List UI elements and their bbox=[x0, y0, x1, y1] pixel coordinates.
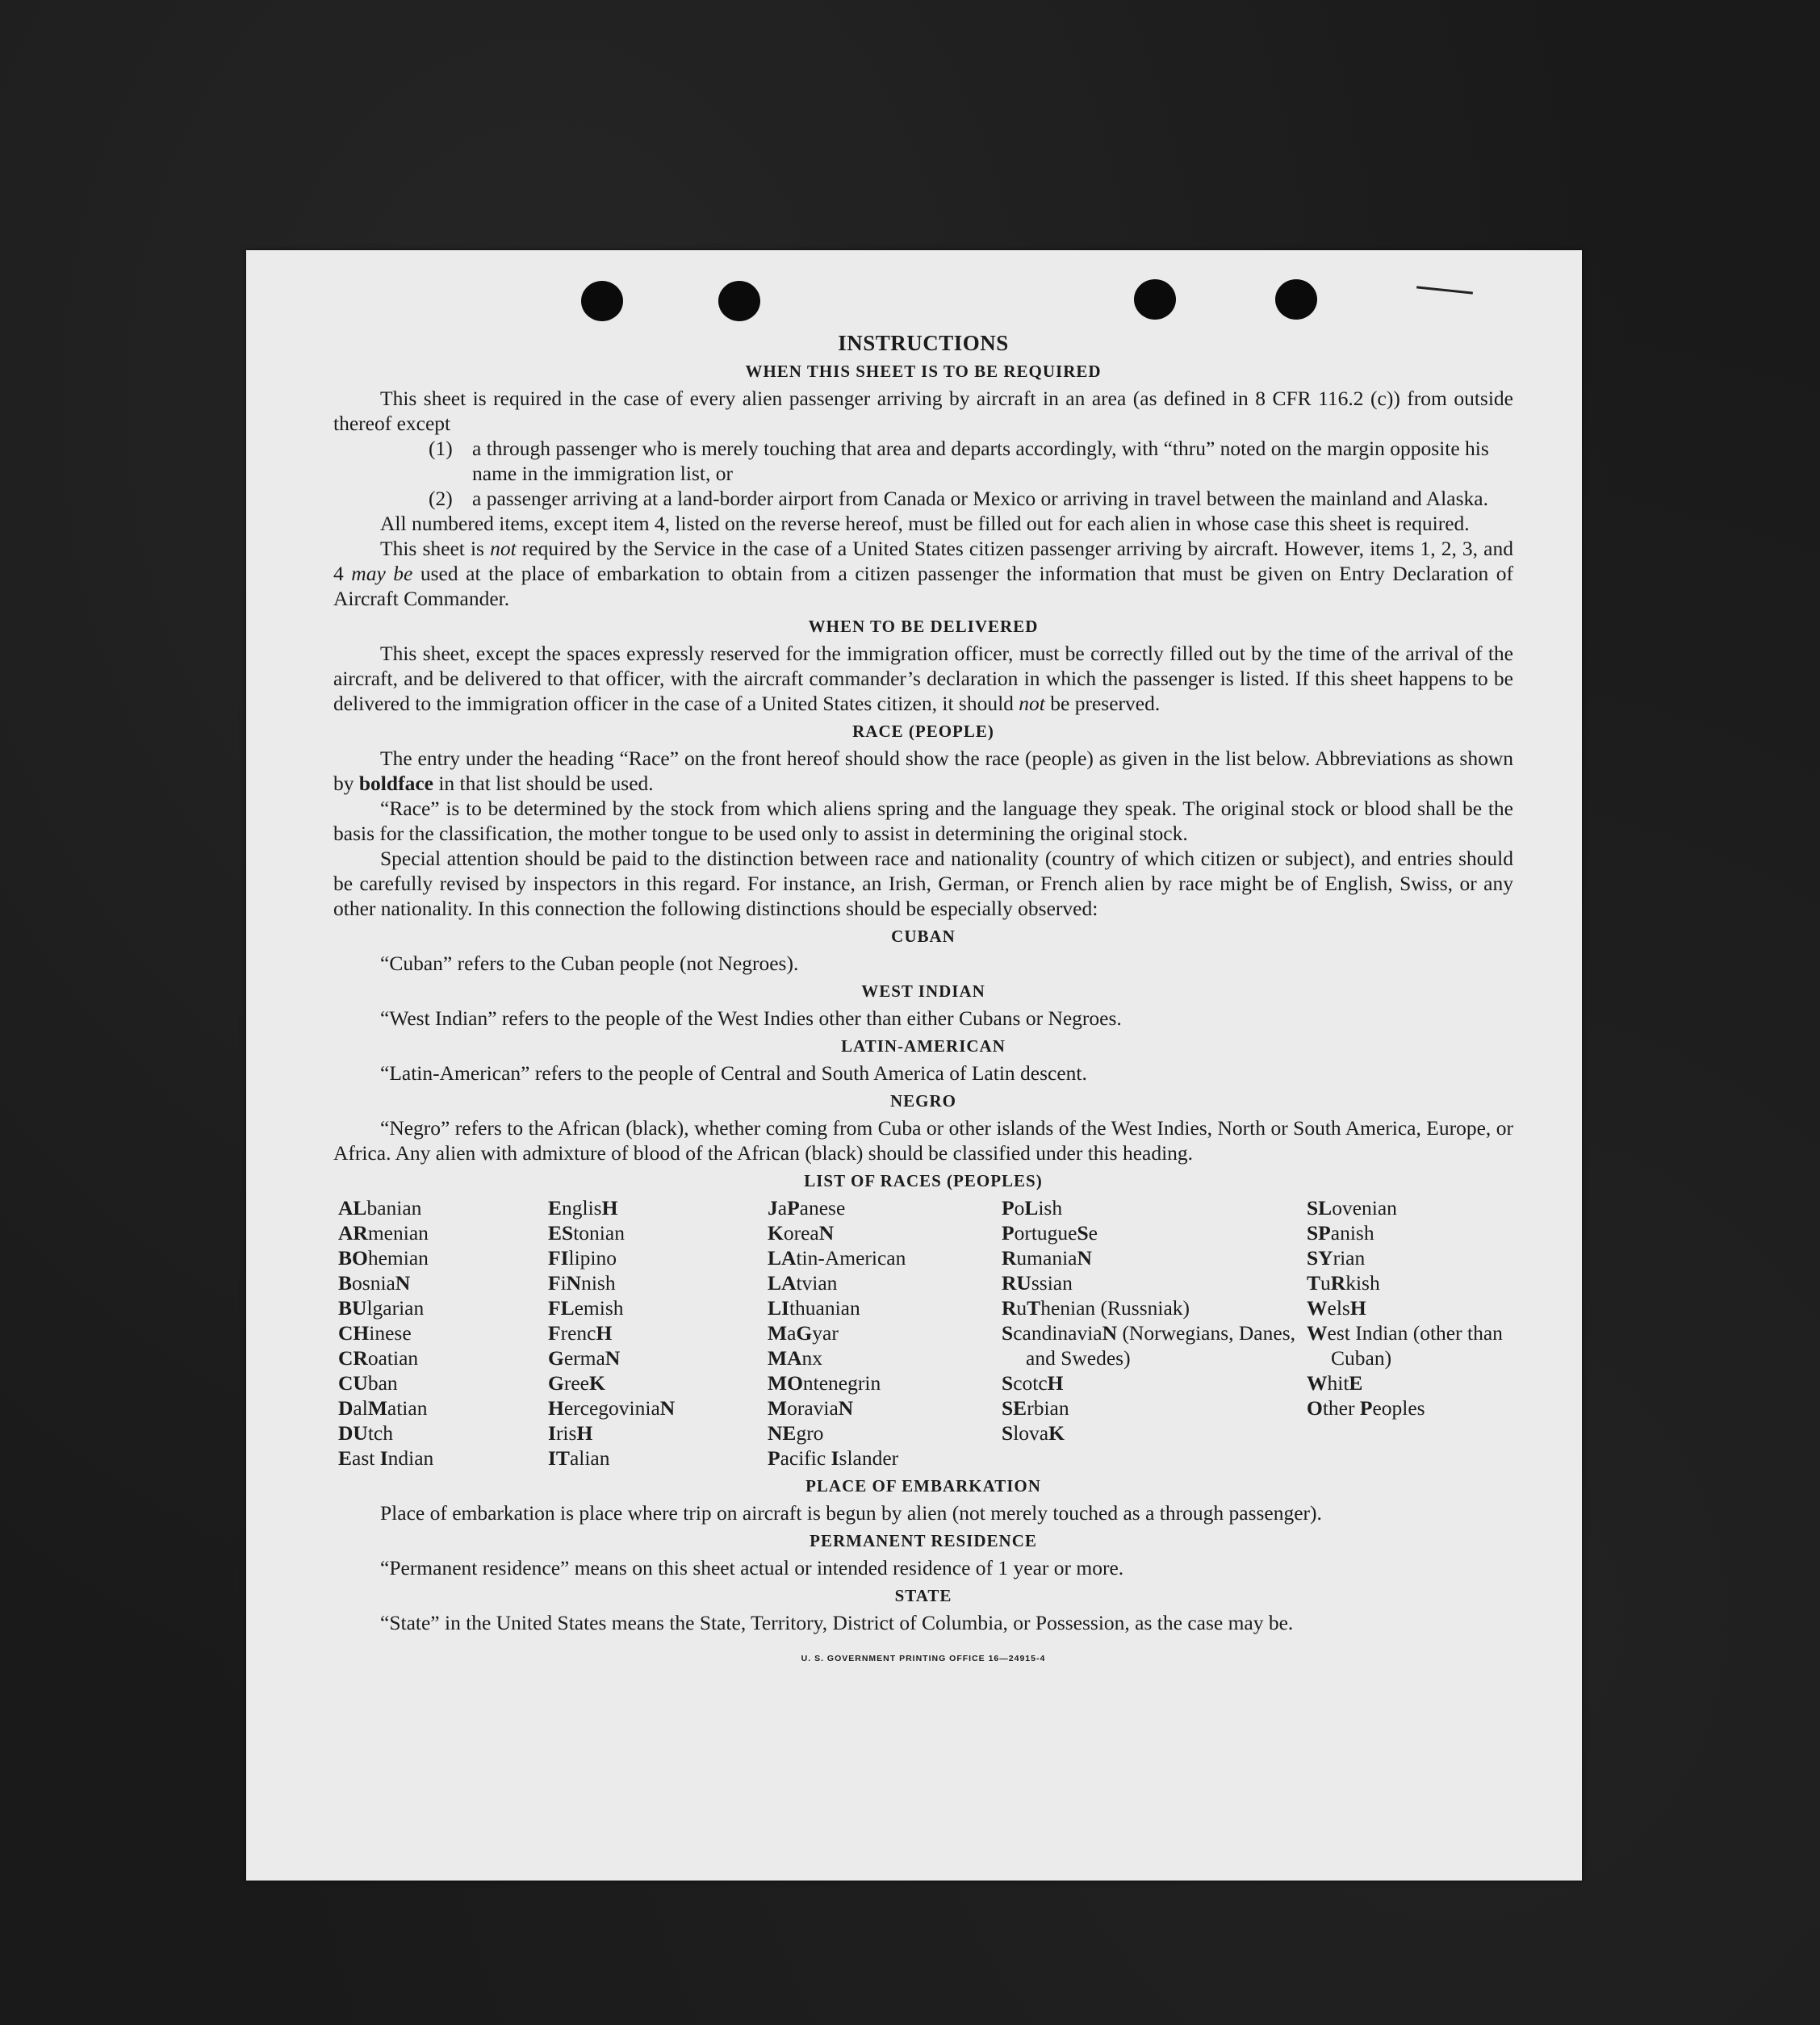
paragraph: “State” in the United States means the State, Territory, District of Columbia, or Possession, as the case may be. bbox=[380, 1611, 1294, 1634]
heading-negro: NEGRO bbox=[889, 1091, 956, 1111]
heading-when-required: WHEN THIS SHEET IS TO BE REQUIRED bbox=[745, 362, 1102, 381]
race-entry: West Indian (other than Cuban) bbox=[1307, 1321, 1503, 1370]
paragraph: “Race” is to be determined by the stock from which aliens spring and the language they speak. The original stock or blood shall be the basis for the classification, the mother tongue to be used only to assist in determining the original stock. bbox=[333, 797, 1513, 845]
race-entry: EnglisH bbox=[548, 1196, 618, 1220]
race-entry: IrisH bbox=[548, 1421, 593, 1445]
race-entry: DUtch bbox=[338, 1421, 393, 1445]
races-list bbox=[338, 1195, 1513, 1471]
paragraph: “Negro” refers to the African (black), whether coming from Cuba or other islands of the West Indies, North or South America, Europe, or Africa. Any alien with admixture of blood of the African (black) should be classified under this heading. bbox=[333, 1116, 1513, 1165]
heading-cuban: CUBAN bbox=[891, 927, 956, 946]
punch-hole bbox=[581, 281, 623, 321]
race-entry: ARmenian bbox=[338, 1221, 429, 1245]
race-entry: SYrian bbox=[1307, 1246, 1366, 1270]
race-entry: SErbian bbox=[1002, 1396, 1069, 1420]
heading-permanent-residence: PERMANENT RESIDENCE bbox=[810, 1531, 1037, 1550]
list-item: (2) a passenger arriving at a land-border airport from Canada or Mexico or arriving in travel between the mainland and Alaska. bbox=[429, 487, 1488, 510]
race-entry: BosniaN bbox=[338, 1271, 411, 1295]
race-entry: NEgro bbox=[768, 1421, 824, 1445]
race-entry: TuRkish bbox=[1307, 1271, 1380, 1295]
race-entry: MoraviaN bbox=[768, 1396, 854, 1420]
heading-state: STATE bbox=[894, 1586, 952, 1605]
race-entry: ScotcH bbox=[1002, 1371, 1064, 1395]
race-entry: BUlgarian bbox=[338, 1296, 425, 1320]
race-entry: RUssian bbox=[1002, 1271, 1073, 1295]
race-entry: JaPanese bbox=[768, 1196, 846, 1220]
races-column bbox=[548, 1195, 768, 1471]
race-entry: MOntenegrin bbox=[768, 1371, 881, 1395]
race-entry: SlovaK bbox=[1002, 1421, 1065, 1445]
races-column bbox=[1307, 1195, 1518, 1471]
printer-footer: U. S. GOVERNMENT PRINTING OFFICE 16—24915-4 bbox=[801, 1654, 1046, 1663]
race-entry: SPanish bbox=[1307, 1221, 1374, 1245]
race-entry: FrencH bbox=[548, 1321, 613, 1345]
race-entry: KoreaN bbox=[768, 1221, 835, 1245]
list-item: (1) a through passenger who is merely touching that area and departs accordingly, with “thru” noted on the margin opposite his name in the immigration list, or bbox=[429, 437, 1489, 485]
paragraph: This sheet is required in the case of every alien passenger arriving by aircraft in an area (as defined in 8 CFR 116.2 (c)) from outside thereof except bbox=[333, 387, 1513, 435]
race-entry: GermaN bbox=[548, 1346, 621, 1370]
paragraph: Place of embarkation is place where trip on aircraft is begun by alien (not merely touched as a through passenger). bbox=[380, 1501, 1322, 1525]
race-entry: MaGyar bbox=[768, 1321, 839, 1345]
race-entry: WhitE bbox=[1307, 1371, 1363, 1395]
heading-latin-american: LATIN-AMERICAN bbox=[841, 1036, 1006, 1056]
race-entry: PortugueSe bbox=[1002, 1221, 1098, 1245]
race-entry: LAtin-American bbox=[768, 1246, 906, 1270]
race-entry: Other Peoples bbox=[1307, 1396, 1425, 1420]
race-entry: FIlipino bbox=[548, 1246, 617, 1270]
document-page bbox=[246, 250, 1582, 1881]
race-entry: FLemish bbox=[548, 1296, 624, 1320]
race-entry: ScandinaviaN (Norwegians, Danes, and Swedes) bbox=[1002, 1321, 1295, 1370]
race-entry: MAnx bbox=[768, 1346, 822, 1370]
race-entry: Pacific Islander bbox=[768, 1446, 899, 1470]
heading-race: RACE (PEOPLE) bbox=[852, 722, 994, 741]
race-entry: CUban bbox=[338, 1371, 398, 1395]
heading-when-delivered: WHEN TO BE DELIVERED bbox=[808, 617, 1039, 636]
heading-place-of-embarkation: PLACE OF EMBARKATION bbox=[805, 1476, 1041, 1496]
paragraph: “Permanent residence” means on this sheet actual or intended residence of 1 year or more. bbox=[380, 1556, 1124, 1579]
race-entry: ALbanian bbox=[338, 1196, 422, 1220]
paragraph: “West Indian” refers to the people of the West Indies other than either Cubans or Negroes. bbox=[380, 1006, 1122, 1030]
punch-hole bbox=[1134, 279, 1176, 320]
paragraph: “Latin-American” refers to the people of Central and South America of Latin descent. bbox=[380, 1061, 1087, 1085]
race-entry: SLovenian bbox=[1307, 1196, 1397, 1220]
page-title: INSTRUCTIONS bbox=[838, 331, 1009, 355]
race-entry: WelsH bbox=[1307, 1296, 1366, 1320]
race-entry: BOhemian bbox=[338, 1246, 429, 1270]
races-column bbox=[1002, 1195, 1307, 1471]
instructions-body bbox=[333, 331, 1513, 1671]
paragraph: This sheet, except the spaces expressly reserved for the immigration officer, must be correctly filled out by the time of the arrival of the aircraft, and be delivered to that officer, with the aircraft commander’s declaration in which the passenger is listed. If this sheet happens to be delivered to the immigration officer in the case of a United States citizen, it should not be preserved. bbox=[333, 642, 1513, 715]
race-entry: CRoatian bbox=[338, 1346, 419, 1370]
race-entry: ITalian bbox=[548, 1446, 610, 1470]
race-entry: East Indian bbox=[338, 1446, 434, 1470]
paragraph: All numbered items, except item 4, listed on the reverse hereof, must be filled out for each alien in whose case this sheet is required. bbox=[380, 512, 1470, 535]
paragraph: “Cuban” refers to the Cuban people (not Negroes). bbox=[380, 952, 799, 975]
paragraph: This sheet is not required by the Service in the case of a United States citizen passenger arriving by aircraft. However, items 1, 2, 3, and 4 may be used at the place of embarkation to obtain from a citizen passenger the information that must be given on Entry Declaration of Aircraft Commander. bbox=[333, 537, 1513, 610]
punch-hole bbox=[718, 281, 760, 321]
heading-west-indian: WEST INDIAN bbox=[861, 981, 985, 1001]
paragraph: The entry under the heading “Race” on the front hereof should show the race (people) as given in the list below. Abbreviations as shown by boldface in that list should be used. bbox=[333, 747, 1513, 795]
pencil-mark bbox=[1416, 286, 1473, 294]
paragraph: Special attention should be paid to the distinction between race and nationality (country of which citizen or subject), and entries should be carefully revised by inspectors in this regard. For instance, an Irish, German, or French alien by race might be of English, Swiss, or any other nationality. In this connection the following distinctions should be especially observed: bbox=[333, 847, 1513, 920]
race-entry: FiNnish bbox=[548, 1271, 616, 1295]
race-entry: LAtvian bbox=[768, 1271, 838, 1295]
heading-list-of-races: LIST OF RACES (PEOPLES) bbox=[804, 1171, 1043, 1190]
punch-hole bbox=[1275, 279, 1317, 320]
race-entry: CHinese bbox=[338, 1321, 412, 1345]
race-entry: RumaniaN bbox=[1002, 1246, 1092, 1270]
race-entry: GreeK bbox=[548, 1371, 605, 1395]
race-entry: RuThenian (Russniak) bbox=[1002, 1296, 1190, 1320]
races-column bbox=[338, 1195, 548, 1471]
race-entry: PoLish bbox=[1002, 1196, 1063, 1220]
race-entry: DalMatian bbox=[338, 1396, 428, 1420]
race-entry: HercegoviniaN bbox=[548, 1396, 676, 1420]
race-entry: LIthuanian bbox=[768, 1296, 860, 1320]
race-entry: EStonian bbox=[548, 1221, 625, 1245]
races-column bbox=[768, 1195, 1002, 1471]
